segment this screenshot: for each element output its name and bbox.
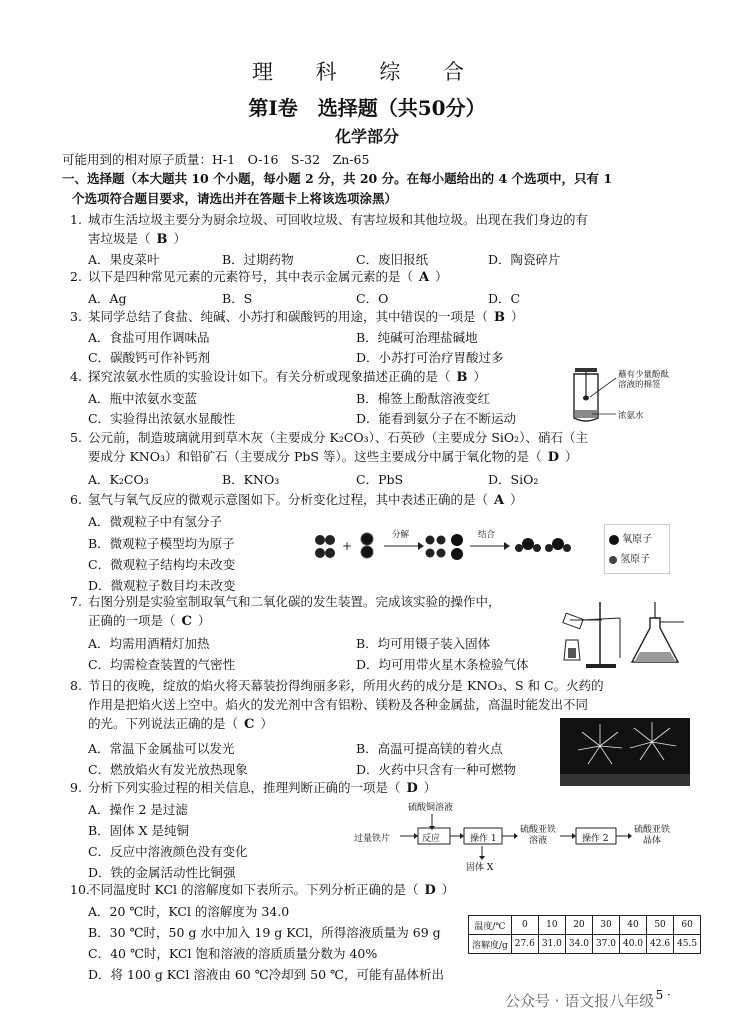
table-row: 溶解度/g 27.6 31.0 34.0 37.0 40.0 42.6 45.5 bbox=[469, 935, 701, 954]
question-2: 2. 以下是四种常见元素的元素符号，其中表示金属元素的是（ A ） bbox=[70, 269, 448, 285]
option-d: D．能看到氨分子在不断运动 bbox=[356, 411, 517, 426]
option-c: C．O bbox=[356, 291, 389, 306]
option-d: D．陶瓷碎片 bbox=[488, 252, 561, 267]
option-a: A．微观粒子中有氢分子 bbox=[88, 514, 223, 529]
flowchart: 硫酸铜溶液 过量铁片 反应 操作 1 硫酸亚铁 溶液 操作 2 硫酸亚铁 晶体 固体 X bbox=[352, 798, 692, 872]
question-4: 4. 探究浓氨水性质的实验设计如下。有关分析或现象描述正确的是（ B ） bbox=[70, 369, 487, 385]
oxygen-atom-icon bbox=[609, 535, 619, 545]
solubility-table bbox=[468, 915, 701, 954]
option-a: A．操作 2 是过滤 bbox=[88, 802, 188, 817]
question-10: 10.不同温度时 KCl 的溶解度如下表所示。下列分析正确的是（ D ） bbox=[70, 882, 455, 898]
fireworks-icon bbox=[560, 718, 690, 786]
option-c: C．均需检查装置的气密性 bbox=[88, 657, 236, 672]
question-9: 9. 分析下列实验过程的相关信息，推理判断正确的一项是（ D ） bbox=[70, 780, 437, 796]
option-b: B．S bbox=[222, 291, 253, 306]
option-d: D．火药中只含有一种可燃物 bbox=[356, 762, 517, 777]
option-a: A．均需用酒精灯加热 bbox=[88, 636, 210, 651]
option-a: A．瓶中浓氨水变蓝 bbox=[88, 391, 198, 406]
option-c: C．微观粒子结构均未改变 bbox=[88, 557, 236, 572]
option-d: D．均可用带火星木条检验气体 bbox=[356, 657, 529, 672]
option-b: B．KNO₃ bbox=[222, 472, 280, 487]
option-a: A．常温下金属盐可以发光 bbox=[88, 741, 235, 756]
lab-apparatus-icon bbox=[560, 598, 690, 670]
option-c: C．废旧报纸 bbox=[356, 252, 429, 267]
fireworks-photo bbox=[560, 718, 690, 786]
question-5: 5. 公元前，制造玻璃就用到草木灰（主要成分 K₂CO₃）、石英砂（主要成分 SiO₂）、硝石（主 要成分 KNO₃）和铅矿石（主要成分 PbS 等）。这些主要成分中属于氧化物的是（ D ） bbox=[70, 430, 588, 465]
answer: A bbox=[419, 270, 430, 285]
question-8: 8. 节日的夜晚，绽放的焰火将天幕装扮得绚丽多彩，所用火药的成分是 KNO₃、S 和 C。火药的 作用是把焰火送上空中。焰火的发光剂中含有铝粉、镁粉及各种金属盐，高温时能发出不同 的光。下列说法正确的是（ C ） bbox=[70, 678, 604, 732]
page-number: · 5 · bbox=[648, 988, 671, 1002]
option-a: A．Ag bbox=[88, 291, 127, 306]
option-d: D．将 100 g KCl 溶液由 60 ℃冷却到 50 ℃，可能有晶体析出 bbox=[88, 967, 445, 982]
option-b: B．均可用镊子装入固体 bbox=[356, 636, 491, 651]
question-3: 3. 某同学总结了食盐、纯碱、小苏打和碳酸钙的用途，其中错误的一项是（ B ） bbox=[70, 309, 524, 325]
answer: C bbox=[181, 614, 192, 629]
reaction-diagram: + 分解 结合 bbox=[312, 528, 582, 564]
watermark: 公众号 · 语文报八年级 bbox=[505, 992, 655, 1010]
atomic-masses: 可能用到的相对原子质量：H-1 O-16 S-32 Zn-65 bbox=[62, 152, 370, 167]
option-d: D．C bbox=[488, 291, 521, 306]
page-title: 理 科 综 合 bbox=[251, 60, 483, 84]
option-c: C．碳酸钙可作补钙剂 bbox=[88, 350, 211, 365]
table-row: 温度/℃ 0 10 20 30 40 50 60 bbox=[469, 916, 701, 935]
section-heading: 第Ⅰ卷 选择题（共50分） bbox=[248, 96, 486, 120]
option-b: B．过期药物 bbox=[222, 252, 294, 267]
svg-text:+: + bbox=[342, 539, 353, 553]
answer: C bbox=[244, 717, 255, 732]
option-a: A．K₂CO₃ bbox=[88, 472, 149, 487]
option-d: D．微观粒子数目均未改变 bbox=[88, 578, 236, 593]
answer: B bbox=[456, 370, 468, 385]
option-b: B．30 ℃时，50 g 水中加入 19 g KCl，所得溶液质量为 69 g bbox=[88, 925, 441, 940]
option-a: A．食盐可用作调味品 bbox=[88, 330, 210, 345]
hydrogen-atom-icon bbox=[609, 556, 617, 564]
answer: A bbox=[494, 493, 505, 508]
option-c: C．PbS bbox=[356, 472, 404, 487]
option-c: C．实验得出浓氨水显酸性 bbox=[88, 411, 236, 426]
option-d: D．小苏打可治疗胃酸过多 bbox=[356, 350, 504, 365]
option-d: D．SiO₂ bbox=[488, 472, 539, 487]
answer: D bbox=[406, 781, 418, 796]
option-d: D．铁的金属活动性比铜强 bbox=[88, 865, 236, 880]
answer: D bbox=[424, 883, 436, 898]
apparatus-figure bbox=[560, 598, 690, 670]
option-b: B．纯碱可治理盐碱地 bbox=[356, 330, 478, 345]
question-1: 1. 城市生活垃圾主要分为厨余垃圾、可回收垃圾、有害垃圾和其他垃圾。出现在我们身边的有 害垃圾是（ B ） bbox=[70, 212, 589, 247]
instructions: 一、选择题（本大题共 10 个小题，每小题 2 分，共 20 分。在每小题给出的 4 个选项中，只有 1 个选项符合题目要求，请选出并在答题卡上将该选项涂黑） bbox=[62, 171, 613, 206]
answer: B bbox=[494, 310, 506, 325]
option-a: A．20 ℃时，KCl 的溶解度为 34.0 bbox=[88, 904, 290, 919]
option-b: B．高温可提高镁的着火点 bbox=[356, 741, 503, 756]
option-c: C．燃放焰火有发光放热现象 bbox=[88, 762, 248, 777]
question-6: 6. 氢气与氧气反应的微观示意图如下。分析变化过程，其中表述正确的是（ A ） bbox=[70, 492, 523, 508]
subsection-heading: 化学部分 bbox=[334, 127, 399, 146]
option-b: B．棉签上酚酞溶液变红 bbox=[356, 391, 491, 406]
option-b: B．固体 X 是纯铜 bbox=[88, 823, 190, 838]
molecule-diagram-icon bbox=[312, 528, 582, 564]
option-b: B．微观粒子模型均为原子 bbox=[88, 536, 235, 551]
question-7: 7. 右图分别是实验室制取氧气和二氧化碳的发生装置。完成该实验的操作中， 正确的一项是（ C ） bbox=[70, 594, 501, 629]
answer: B bbox=[156, 232, 168, 247]
answer: D bbox=[547, 450, 559, 465]
option-c: C．40 ℃时，KCl 饱和溶液的溶质质量分数为 40% bbox=[88, 946, 378, 961]
legend-box: 氧原子 氢原子 bbox=[604, 524, 670, 574]
ammonia-bottle-figure: 蘸有少量酚酞 溶液的棉签 浓氨水 bbox=[570, 364, 680, 426]
option-a: A．果皮菜叶 bbox=[88, 252, 160, 267]
option-c: C．反应中溶液颜色没有变化 bbox=[88, 844, 248, 859]
